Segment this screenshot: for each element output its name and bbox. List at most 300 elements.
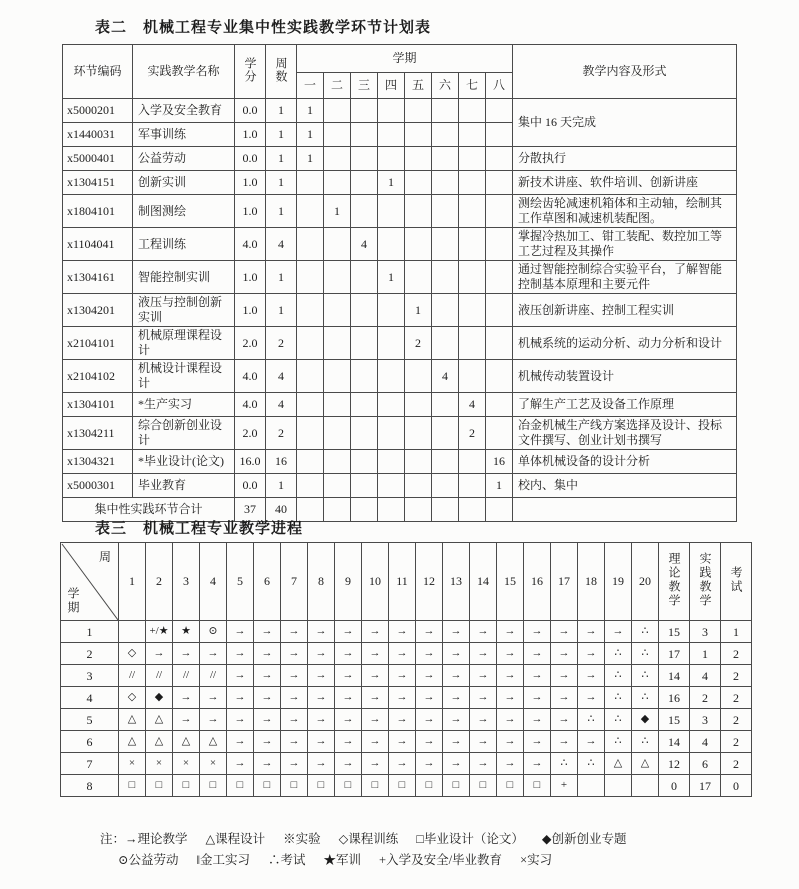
cell-code: x2104101: [63, 327, 133, 360]
cell-semester-week: [351, 417, 378, 450]
cell-weeks: 2: [266, 327, 297, 360]
table3-row: [61, 687, 752, 709]
cell-teaching-content: 校内、集中: [513, 474, 737, 498]
cell-practice-name: 机械设计课程设计: [133, 360, 235, 393]
total-weeks: 40: [266, 498, 297, 522]
cell-week-activity: ∴: [605, 687, 632, 709]
cell-practice-weeks: 17: [690, 775, 721, 797]
cell-week-activity: △: [146, 709, 173, 731]
cell-week-activity: □: [524, 775, 551, 797]
cell-week-activity: →: [308, 753, 335, 775]
cell-week-activity: →: [254, 665, 281, 687]
cell-semester-number: 8: [61, 775, 119, 797]
cell-semester-week: [486, 294, 513, 327]
cell-semester-week: [459, 147, 486, 171]
cell-week-activity: →: [443, 687, 470, 709]
table3-tail-col-header: [721, 543, 752, 621]
cell-week-activity: →: [497, 621, 524, 643]
cell-semester-week: [351, 123, 378, 147]
cell-week-activity: →: [173, 687, 200, 709]
cell-week-activity: ∴: [632, 731, 659, 753]
table3-week-col-header: 3: [173, 543, 200, 621]
cell-week-activity: □: [416, 775, 443, 797]
cell-semester-week: 1: [297, 99, 324, 123]
cell-exam-weeks: 2: [721, 753, 752, 775]
cell-semester-week: [297, 474, 324, 498]
cell-semester-week: [459, 171, 486, 195]
cell-semester-week: [351, 99, 378, 123]
cell-week-activity: ◆: [146, 687, 173, 709]
cell-week-activity: □: [443, 775, 470, 797]
table2-semester-col-header: 三: [351, 73, 378, 99]
table3-row: [61, 709, 752, 731]
cell-credit: 1.0: [235, 171, 266, 195]
cell-credit: 0.0: [235, 147, 266, 171]
cell-week-activity: →: [335, 709, 362, 731]
cell-semester-week: 1: [378, 261, 405, 294]
cell-code: x1304101: [63, 393, 133, 417]
cell-week-activity: →: [497, 665, 524, 687]
cell-week-activity: →: [470, 753, 497, 775]
cell-week-activity: △: [200, 731, 227, 753]
cell-semester-week: [486, 147, 513, 171]
cell-code: x1304201: [63, 294, 133, 327]
cell-teaching-content: 集中 16 天完成: [513, 99, 737, 147]
cell-week-activity: →: [605, 621, 632, 643]
cell-week-activity: □: [173, 775, 200, 797]
legend-item: ×实习: [520, 853, 553, 867]
legend-item: ※实验: [283, 832, 321, 846]
cell-semester-number: 6: [61, 731, 119, 753]
cell-week-activity: △: [146, 731, 173, 753]
table2-semester-col-header: 二: [324, 73, 351, 99]
cell-week-activity: ∴: [578, 709, 605, 731]
cell-week-activity: →: [470, 643, 497, 665]
cell-week-activity: [605, 775, 632, 797]
cell-semester-week: [459, 99, 486, 123]
legend: [100, 829, 644, 871]
cell-week-activity: →: [173, 643, 200, 665]
cell-semester-week: [324, 99, 351, 123]
table2-row: [63, 417, 737, 450]
table3-row: [61, 665, 752, 687]
cell-week-activity: □: [308, 775, 335, 797]
cell-practice-name: 毕业教育: [133, 474, 235, 498]
cell-semester-week: [378, 99, 405, 123]
cell-week-activity: //: [173, 665, 200, 687]
cell-week-activity: △: [119, 709, 146, 731]
cell-semester-number: 4: [61, 687, 119, 709]
cell-semester-week: [432, 195, 459, 228]
cell-semester-week: 1: [378, 171, 405, 195]
table3-corner-cell: [61, 543, 119, 621]
cell-semester-week: [324, 171, 351, 195]
cell-week-activity: →: [389, 643, 416, 665]
total-label: 集中性实践环节合计: [63, 498, 235, 522]
cell-week-activity: △: [605, 753, 632, 775]
cell-semester-week: [297, 171, 324, 195]
cell-week-activity: →: [227, 665, 254, 687]
cell-semester-week: 1: [324, 195, 351, 228]
cell-exam-weeks: 2: [721, 643, 752, 665]
cell-week-activity: □: [119, 775, 146, 797]
cell-week-activity: →: [254, 643, 281, 665]
cell-semester-week: [324, 417, 351, 450]
cell-semester-week: [297, 450, 324, 474]
cell-credit: 2.0: [235, 327, 266, 360]
cell-semester-week: [378, 195, 405, 228]
cell-theory-weeks: 0: [659, 775, 690, 797]
table3-week-col-header: 4: [200, 543, 227, 621]
cell-week-activity: →: [335, 687, 362, 709]
cell-week-activity: →: [254, 731, 281, 753]
table3-week-col-header: 20: [632, 543, 659, 621]
cell-semester-week: [297, 360, 324, 393]
cell-teaching-content: 机械系统的运动分析、动力分析和设计: [513, 327, 737, 360]
cell-theory-weeks: 15: [659, 709, 690, 731]
cell-semester-week: [351, 450, 378, 474]
table3-tail-col-label: 理论教学: [667, 551, 681, 608]
cell-week-activity: →: [281, 731, 308, 753]
cell-week-activity: +/★: [146, 621, 173, 643]
cell-semester-week: [486, 417, 513, 450]
cell-week-activity: →: [389, 687, 416, 709]
cell-semester-week: [378, 474, 405, 498]
cell-week-activity: →: [308, 687, 335, 709]
cell-semester-week: [432, 294, 459, 327]
cell-week-activity: →: [362, 643, 389, 665]
cell-semester-week: [405, 474, 432, 498]
cell-semester-week: [405, 195, 432, 228]
cell-practice-name: 创新实训: [133, 171, 235, 195]
cell-semester-number: 1: [61, 621, 119, 643]
cell-credit: 4.0: [235, 393, 266, 417]
cell-week-activity: →: [416, 643, 443, 665]
cell-week-activity: →: [470, 621, 497, 643]
cell-week-activity: →: [335, 621, 362, 643]
cell-week-activity: →: [524, 665, 551, 687]
cell-week-activity: →: [416, 687, 443, 709]
table3-week-col-header: 10: [362, 543, 389, 621]
cell-weeks: 2: [266, 417, 297, 450]
cell-semester-number: 3: [61, 665, 119, 687]
table2-semester-col-header: 七: [459, 73, 486, 99]
table3-week-col-header: 11: [389, 543, 416, 621]
cell-semester-week: [378, 327, 405, 360]
cell-semester-week: [351, 294, 378, 327]
cell-week-activity: ∴: [578, 753, 605, 775]
cell-week-activity: →: [308, 665, 335, 687]
cell-semester-week: [459, 261, 486, 294]
cell-semester-week: [351, 474, 378, 498]
cell-credit: 1.0: [235, 261, 266, 294]
cell-semester-week: [432, 327, 459, 360]
cell-credit: 4.0: [235, 360, 266, 393]
cell-week-activity: →: [308, 621, 335, 643]
table3-row: [61, 621, 752, 643]
cell-semester-week: [378, 417, 405, 450]
cell-semester-week: [432, 417, 459, 450]
cell-week-activity: +: [551, 775, 578, 797]
cell-semester-week: [459, 327, 486, 360]
cell-week-activity: →: [524, 731, 551, 753]
cell-code: x1804101: [63, 195, 133, 228]
cell-practice-name: 工程训练: [133, 228, 235, 261]
cell-code: x1304151: [63, 171, 133, 195]
cell-semester-week: [405, 498, 432, 522]
table2-row: [63, 195, 737, 228]
cell-teaching-content: 机械传动装置设计: [513, 360, 737, 393]
cell-teaching-content: 新技术讲座、软件培训、创新讲座: [513, 171, 737, 195]
table3-week-col-header: 9: [335, 543, 362, 621]
cell-semester-week: [378, 228, 405, 261]
cell-practice-name: 军事训练: [133, 123, 235, 147]
cell-week-activity: →: [443, 709, 470, 731]
cell-week-activity: →: [497, 643, 524, 665]
cell-practice-weeks: 1: [690, 643, 721, 665]
cell-week-activity: →: [362, 731, 389, 753]
cell-semester-week: [324, 147, 351, 171]
cell-week-activity: →: [227, 643, 254, 665]
cell-exam-weeks: 2: [721, 687, 752, 709]
cell-week-activity: →: [470, 731, 497, 753]
cell-practice-weeks: 2: [690, 687, 721, 709]
legend-item: ∴考试: [268, 853, 306, 867]
cell-semester-week: 1: [405, 294, 432, 327]
cell-week-activity: →: [362, 665, 389, 687]
header-weeks-label: 周数: [274, 56, 288, 83]
cell-week-activity: →: [551, 621, 578, 643]
cell-week-activity: ×: [173, 753, 200, 775]
table3-week-col-header: 14: [470, 543, 497, 621]
cell-week-activity: →: [254, 709, 281, 731]
cell-week-activity: →: [254, 753, 281, 775]
cell-week-activity: →: [416, 753, 443, 775]
cell-week-activity: //: [146, 665, 173, 687]
cell-semester-week: [351, 171, 378, 195]
cell-week-activity: →: [227, 753, 254, 775]
cell-teaching-content: [513, 498, 737, 522]
cell-week-activity: ∴: [632, 687, 659, 709]
cell-week-activity: →: [227, 621, 254, 643]
cell-week-activity: →: [335, 753, 362, 775]
cell-week-activity: →: [200, 709, 227, 731]
cell-week-activity: ★: [173, 621, 200, 643]
table2-row: [63, 294, 737, 327]
cell-teaching-content: 测绘齿轮减速机箱体和主动轴，绘制其工作草图和减速机装配图。: [513, 195, 737, 228]
cell-semester-week: [297, 417, 324, 450]
cell-theory-weeks: 15: [659, 621, 690, 643]
cell-semester-week: [486, 123, 513, 147]
table3-week-col-header: 13: [443, 543, 470, 621]
table3-row: [61, 731, 752, 753]
cell-week-activity: [119, 621, 146, 643]
cell-semester-number: 7: [61, 753, 119, 775]
table3-tail-col-header: [659, 543, 690, 621]
cell-practice-weeks: 3: [690, 621, 721, 643]
cell-semester-week: [297, 327, 324, 360]
cell-semester-week: [486, 327, 513, 360]
cell-semester-week: [432, 450, 459, 474]
cell-semester-week: [324, 228, 351, 261]
cell-week-activity: →: [524, 753, 551, 775]
cell-week-activity: □: [362, 775, 389, 797]
cell-week-activity: ∴: [551, 753, 578, 775]
legend-item: □毕业设计（论文）: [416, 832, 524, 846]
table3-week-col-header: 18: [578, 543, 605, 621]
cell-week-activity: →: [281, 643, 308, 665]
cell-week-activity: ∴: [632, 643, 659, 665]
cell-semester-week: [324, 327, 351, 360]
cell-week-activity: →: [227, 687, 254, 709]
cell-week-activity: →: [362, 709, 389, 731]
table2-row: [63, 474, 737, 498]
cell-semester-week: [378, 393, 405, 417]
cell-semester-week: [405, 228, 432, 261]
table3-header-row: [61, 543, 752, 621]
table3-week-col-header: 19: [605, 543, 632, 621]
cell-week-activity: →: [497, 731, 524, 753]
cell-week-activity: →: [227, 709, 254, 731]
table2-body: [63, 99, 737, 522]
cell-semester-week: [459, 123, 486, 147]
table3-body: [61, 621, 752, 797]
cell-week-activity: →: [389, 731, 416, 753]
table3-week-col-header: 6: [254, 543, 281, 621]
cell-semester-week: 1: [297, 123, 324, 147]
header-credit-label: 学分: [243, 56, 257, 83]
header-practice-name: 实践教学名称: [133, 45, 235, 99]
cell-credit: 1.0: [235, 123, 266, 147]
cell-theory-weeks: 14: [659, 665, 690, 687]
cell-theory-weeks: 12: [659, 753, 690, 775]
cell-semester-week: [459, 195, 486, 228]
cell-semester-week: [405, 261, 432, 294]
cell-semester-week: [378, 123, 405, 147]
cell-exam-weeks: 2: [721, 731, 752, 753]
header-weeks: [266, 45, 297, 99]
legend-item: +入学及安全/毕业教育: [379, 853, 503, 867]
cell-week-activity: →: [200, 687, 227, 709]
cell-weeks: 1: [266, 195, 297, 228]
cell-practice-name: 机械原理课程设计: [133, 327, 235, 360]
table2-row: [63, 393, 737, 417]
cell-practice-weeks: 6: [690, 753, 721, 775]
cell-semester-week: [486, 171, 513, 195]
cell-semester-week: [324, 450, 351, 474]
legend-line-1-items: [125, 832, 644, 846]
cell-semester-week: [486, 498, 513, 522]
cell-semester-week: [324, 474, 351, 498]
cell-week-activity: △: [173, 731, 200, 753]
cell-week-activity: [578, 775, 605, 797]
cell-week-activity: □: [227, 775, 254, 797]
cell-exam-weeks: 2: [721, 665, 752, 687]
cell-practice-name: 制图测绘: [133, 195, 235, 228]
cell-week-activity: □: [146, 775, 173, 797]
cell-week-activity: →: [254, 621, 281, 643]
cell-week-activity: →: [524, 643, 551, 665]
table3-week-col-header: 2: [146, 543, 173, 621]
cell-week-activity: →: [308, 643, 335, 665]
cell-week-activity: →: [335, 643, 362, 665]
cell-practice-name: 智能控制实训: [133, 261, 235, 294]
cell-week-activity: ◇: [119, 643, 146, 665]
cell-week-activity: △: [119, 731, 146, 753]
cell-semester-week: [324, 123, 351, 147]
cell-week-activity: →: [416, 731, 443, 753]
cell-semester-week: [297, 294, 324, 327]
legend-item: ◆创新创业专题: [541, 832, 627, 846]
cell-week-activity: →: [335, 731, 362, 753]
cell-semester-week: [324, 498, 351, 522]
cell-week-activity: [632, 775, 659, 797]
cell-semester-week: [405, 393, 432, 417]
cell-week-activity: →: [497, 753, 524, 775]
legend-line-1: [100, 829, 644, 850]
cell-semester-week: [486, 99, 513, 123]
cell-exam-weeks: 0: [721, 775, 752, 797]
cell-week-activity: →: [254, 687, 281, 709]
cell-weeks: 1: [266, 99, 297, 123]
legend-line-2: [100, 850, 644, 871]
cell-semester-week: [324, 261, 351, 294]
cell-semester-number: 5: [61, 709, 119, 731]
cell-week-activity: →: [173, 709, 200, 731]
cell-semester-week: 1: [486, 474, 513, 498]
cell-semester-week: [378, 360, 405, 393]
table3-row: [61, 753, 752, 775]
cell-week-activity: □: [281, 775, 308, 797]
cell-week-activity: →: [551, 643, 578, 665]
legend-item: ‖金工实习: [196, 853, 250, 867]
table2-semester-col-header: 一: [297, 73, 324, 99]
cell-practice-weeks: 3: [690, 709, 721, 731]
cell-semester-week: [351, 147, 378, 171]
cell-credit: 0.0: [235, 474, 266, 498]
cell-code: x1304161: [63, 261, 133, 294]
cell-practice-name: 入学及安全教育: [133, 99, 235, 123]
cell-semester-week: [297, 195, 324, 228]
cell-weeks: 1: [266, 147, 297, 171]
cell-week-activity: →: [578, 621, 605, 643]
teaching-progress-table: [60, 542, 752, 797]
cell-semester-week: [432, 498, 459, 522]
cell-semester-week: [351, 195, 378, 228]
cell-credit: 0.0: [235, 99, 266, 123]
corner-week-label: 周: [98, 550, 111, 564]
cell-week-activity: →: [362, 621, 389, 643]
cell-week-activity: →: [389, 621, 416, 643]
cell-week-activity: ×: [119, 753, 146, 775]
cell-week-activity: →: [497, 687, 524, 709]
cell-teaching-content: 掌握冷热加工、钳工装配、数控加工等工艺过程及其操作: [513, 228, 737, 261]
total-credit: 37: [235, 498, 266, 522]
cell-semester-week: [297, 261, 324, 294]
cell-week-activity: →: [470, 665, 497, 687]
table3-week-col-header: 1: [119, 543, 146, 621]
cell-semester-week: [432, 261, 459, 294]
cell-week-activity: →: [578, 687, 605, 709]
cell-weeks: 1: [266, 171, 297, 195]
table3-tail-col-label: 考试: [729, 565, 743, 594]
cell-semester-week: [459, 498, 486, 522]
cell-week-activity: →: [443, 753, 470, 775]
cell-semester-week: [405, 417, 432, 450]
table2-row: [63, 171, 737, 195]
cell-week-activity: →: [200, 643, 227, 665]
legend-item: →理论教学: [125, 832, 188, 846]
